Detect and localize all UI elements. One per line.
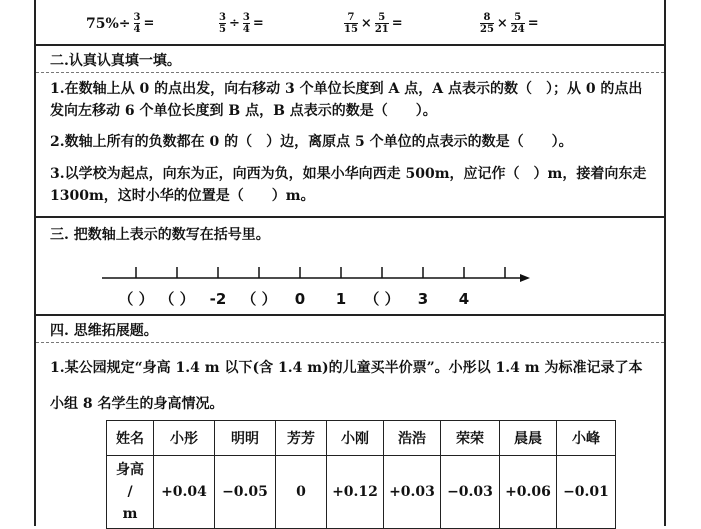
value-cell: +0.12 xyxy=(327,456,384,529)
tick-label: （ ） xyxy=(241,290,277,308)
tick-label: （ ） xyxy=(118,290,154,308)
tick-label: -2 xyxy=(209,290,227,308)
header-label: 姓名 xyxy=(107,421,154,456)
fraction: $\frac{3}{4}$ xyxy=(242,12,250,35)
tick-label: （ ） xyxy=(364,290,400,308)
value-cell: −0.03 xyxy=(441,456,500,529)
expression-1 xyxy=(86,12,154,35)
calculation-row xyxy=(36,6,664,42)
table-row xyxy=(107,456,616,529)
section-3-title: 三. 把数轴上表示的数写在括号里。 xyxy=(50,227,270,243)
fraction: $\frac{3}{5}$ xyxy=(219,12,226,35)
dashed-divider xyxy=(36,342,664,343)
number-line xyxy=(96,258,536,310)
tick-label: 4 xyxy=(458,290,470,308)
expression-4 xyxy=(480,12,539,35)
question-2-1: 1.在数轴上从 0 的点出发，向右移动 3 个单位长度到 A 点，A 点表示的数（ ）；从 0 的点出发向左移动 6 个单位长度到 B 点，B 点表示的数是（ ）。 xyxy=(50,81,643,119)
fraction: $\frac{5}{21}$ xyxy=(374,12,389,35)
expression-3 xyxy=(344,12,403,35)
section-divider xyxy=(36,216,664,218)
fraction: $\frac{3}{4}$ xyxy=(133,12,141,35)
name-cell: 浩浩 xyxy=(384,421,441,456)
expr-text: 75%÷ xyxy=(86,15,131,32)
table-row xyxy=(107,421,616,456)
name-cell: 晨晨 xyxy=(500,421,557,456)
question-2-3: 3.以学校为起点，向东为正，向西为负，如果小华向西走 500m，应记作（ ）m，接着向东走 1300m，这时小华的位置是（ ）m。 xyxy=(50,166,647,204)
section-4-title: 四. 思维拓展题。 xyxy=(50,323,158,339)
value-cell: +0.06 xyxy=(500,456,557,529)
equals-sign: = xyxy=(143,16,155,31)
expression-2 xyxy=(219,12,264,35)
equals-sign: = xyxy=(252,16,264,31)
section-2-title: 二.认真认真填一填。 xyxy=(50,53,181,69)
question-2-2: 2.数轴上所有的负数都在 0 的（ ）边，离原点 5 个单位的点表示的数是（ ）。 xyxy=(50,134,573,150)
value-cell: 0 xyxy=(276,456,327,529)
fraction: $\frac{7}{15}$ xyxy=(344,12,358,35)
equals-sign: = xyxy=(527,16,539,31)
tick-label: 1 xyxy=(335,290,347,308)
axis-arrow-icon xyxy=(520,274,530,282)
value-cell: −0.05 xyxy=(215,456,276,529)
name-cell: 小刚 xyxy=(327,421,384,456)
section-divider xyxy=(36,44,664,46)
tick-label: 3 xyxy=(417,290,429,308)
worksheet xyxy=(34,0,666,526)
tick-label: （ ） xyxy=(159,290,195,308)
height-table xyxy=(106,420,616,529)
value-cell: +0.04 xyxy=(154,456,215,529)
name-cell: 小峰 xyxy=(557,421,616,456)
name-cell: 芳芳 xyxy=(276,421,327,456)
dashed-divider xyxy=(36,72,664,73)
operator: ÷ xyxy=(228,16,240,31)
tick-label: 0 xyxy=(294,290,306,308)
name-cell: 明明 xyxy=(215,421,276,456)
row-label: 身高 / m xyxy=(107,456,154,529)
value-cell: +0.03 xyxy=(384,456,441,529)
question-4-1: 1.某公园规定“身高 1.4 m 以下(含 1.4 m)的儿童买半价票”。小彤以 1.4 m 为标准记录了本小组 8 名学生的身高情况。 xyxy=(50,360,643,412)
value-cell: −0.01 xyxy=(557,456,616,529)
name-cell: 小彤 xyxy=(154,421,215,456)
name-cell: 荣荣 xyxy=(441,421,500,456)
section-divider xyxy=(36,314,664,316)
fraction: $\frac{5}{24}$ xyxy=(510,12,525,35)
operator: × xyxy=(496,16,508,31)
equals-sign: = xyxy=(391,16,403,31)
fraction: $\frac{8}{25}$ xyxy=(480,12,494,35)
operator: × xyxy=(360,16,372,31)
